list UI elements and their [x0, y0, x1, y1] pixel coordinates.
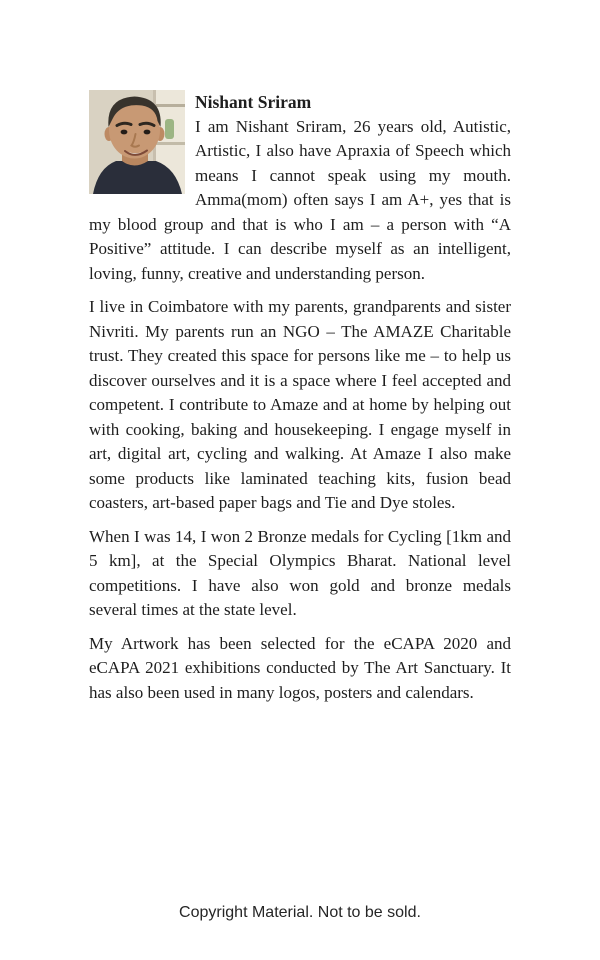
bio-paragraph-1: I am Nishant Sriram, 26 years old, Autistic, Artistic, I also have Apraxia of Speech which means I cannot speak using my mouth. Amma(mom) often says I am A+, yes that is my blood group and that is who I am – a person with “A Positive” attitude. I can describe myself as an intelligent, loving, funny, creative and understanding person. [89, 116, 511, 283]
bio-paragraph-2: I live in Coimbatore with my parents, grandparents and sister Nivriti. My parents run an NGO – The AMAZE Charitable trust. They created this space for persons like me – to help us discover ourselves and it is a space where I feel accepted and competent. I contribute to Amaze and at home by helping out with cooking, baking and housekeeping. I engage myself in art, digital art, cycling and walking. At Amaze I also make some products like laminated teaching kits, fusion bead coasters, art-based paper bags and Tie and Dye stoles. [89, 297, 511, 512]
bio-paragraph-3: When I was 14, I won 2 Bronze medals for Cycling [1km and 5 km], at the Special Olympics Bharat. National level competitions. I have also won gold and bronze medals several times at the state level. [89, 526, 511, 619]
person-name: Nishant Sriram [195, 92, 312, 112]
copyright-notice: Copyright Material. Not to be sold. [179, 904, 421, 921]
portrait-photo [89, 90, 185, 194]
bio-paragraph-4: My Artwork has been selected for the eCAPA 2020 and eCAPA 2021 exhibitions conducted by The Art Sanctuary. It has also been used in many logos, posters and calendars. [89, 633, 511, 702]
portrait-photo-illustration [89, 90, 185, 194]
bio-content [89, 90, 511, 705]
